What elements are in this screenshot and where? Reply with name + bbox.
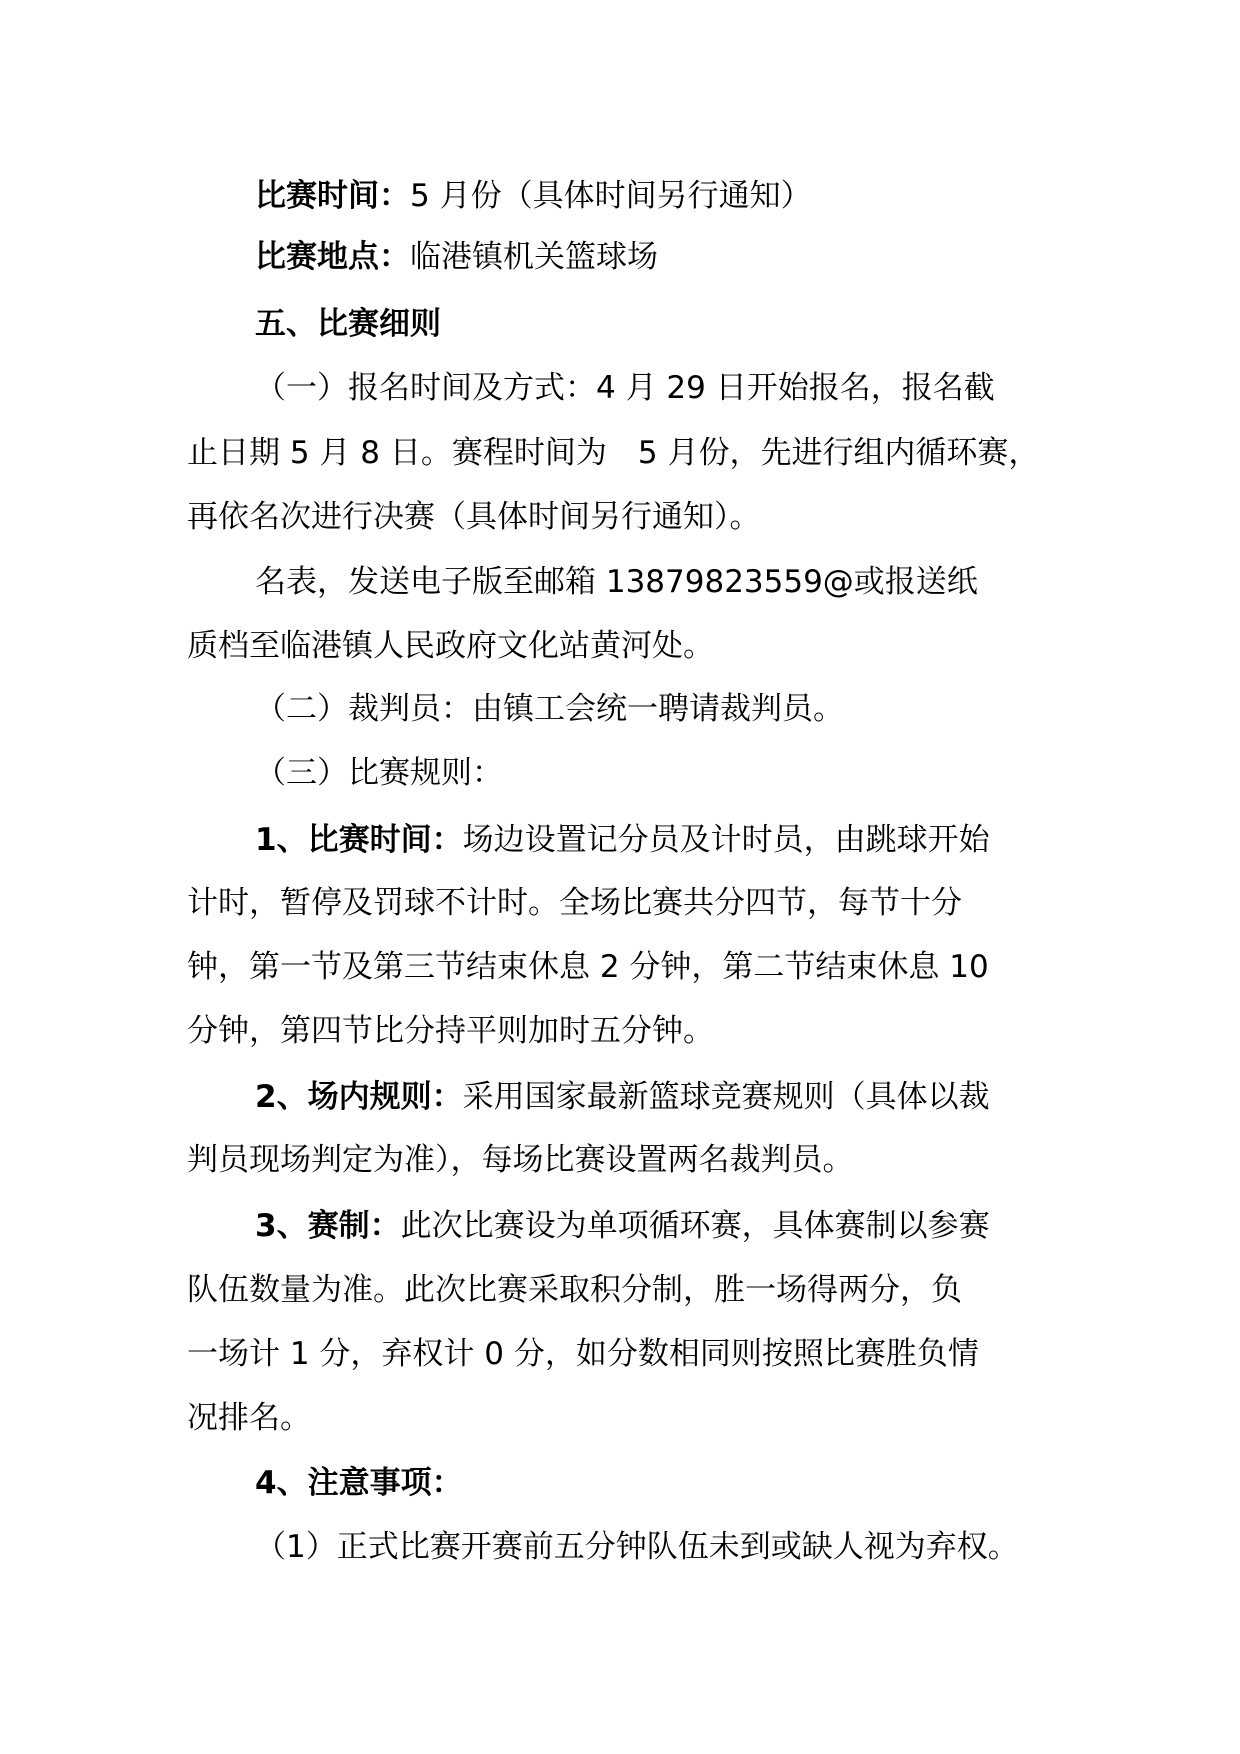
match-venue-line <box>255 237 1155 277</box>
match-time-label: 比赛时间： <box>255 178 410 214</box>
rule-3-line-3 <box>187 1334 1087 1374</box>
paragraph-text: 此次比赛设为单项循环赛，具体赛制以参赛 <box>400 1208 990 1244</box>
paragraph-text: 判员现场判定为准），每场比赛设置两名裁判员。 <box>187 1142 854 1178</box>
rule-3-label: 3、赛制： <box>255 1208 401 1244</box>
paragraph-referee <box>255 689 1155 729</box>
paragraph-text: 名表，发送电子版至邮箱 13879823559@或报送纸 <box>255 564 978 600</box>
rule-4-heading <box>255 1463 1155 1503</box>
paragraph-text: 质档至临港镇人民政府文化站黄河处。 <box>187 628 714 664</box>
rule-4-label: 4、注意事项： <box>255 1465 463 1501</box>
match-venue-label: 比赛地点： <box>255 239 410 275</box>
paragraph-text: （二）裁判员：由镇工会统一聘请裁判员。 <box>255 691 844 727</box>
paragraph-text: 一场计 1 分，弃权计 0 分，如分数相同则按照比赛胜负情 <box>187 1336 979 1372</box>
match-venue-value: 临港镇机关篮球场 <box>410 239 658 275</box>
paragraph-text: （1）正式比赛开赛前五分钟队伍未到或缺人视为弃权。 <box>255 1529 1019 1565</box>
paragraph-text: 钟，第一节及第三节结束休息 2 分钟，第二节结束休息 10 <box>187 949 989 985</box>
rule-3-line-2 <box>187 1270 1087 1310</box>
paragraph-registration-line-3 <box>187 497 1087 537</box>
rule-2-label: 2、场内规则： <box>255 1079 463 1115</box>
rule-1-label: 1、比赛时间： <box>255 822 463 858</box>
paragraph-text: 场边设置记分员及计时员，由跳球开始 <box>462 822 990 858</box>
paragraph-text: 计时，暂停及罚球不计时。全场比赛共分四节，每节十分 <box>187 885 962 921</box>
paragraph-text: 分钟，第四节比分持平则加时五分钟。 <box>187 1013 714 1049</box>
paragraph-text: 况排名。 <box>187 1400 311 1436</box>
paragraph-registration-line-2 <box>187 433 1087 473</box>
paragraph-email-line-2 <box>187 626 1087 666</box>
paragraph-email-line-1 <box>255 562 1155 602</box>
paragraph-rules-heading <box>255 753 1155 793</box>
paragraph-text: 再依名次进行决赛（具体时间另行通知）。 <box>187 499 761 535</box>
match-time-value: 5 月份（具体时间另行通知） <box>410 178 812 214</box>
match-time-line <box>255 176 1155 216</box>
paragraph-text: 队伍数量为准。此次比赛采取积分制，胜一场得两分，负 <box>187 1272 962 1308</box>
paragraph-text: （三）比赛规则： <box>255 755 503 791</box>
paragraph-text: （一）报名时间及方式：4 月 29 日开始报名，报名截 <box>255 370 995 406</box>
rule-1-line-1 <box>255 820 1155 860</box>
section-heading-text: 五、比赛细则 <box>255 306 441 342</box>
rule-1-line-4 <box>187 1011 1087 1051</box>
paragraph-text: 止日期 5 月 8 日。赛程时间为 5 月份，先进行组内循环赛， <box>187 435 1040 471</box>
rule-1-line-3 <box>187 947 1087 987</box>
section-heading-rules <box>255 304 1155 344</box>
rule-1-line-2 <box>187 883 1087 923</box>
paragraph-text: 采用国家最新篮球竞赛规则（具体以裁 <box>462 1079 990 1115</box>
rule-3-line-4 <box>187 1398 1087 1438</box>
rule-3-line-1 <box>255 1206 1155 1246</box>
rule-2-line-1 <box>255 1077 1155 1117</box>
rule-2-line-2 <box>187 1140 1087 1180</box>
rule-4-item-1 <box>255 1527 1155 1567</box>
paragraph-registration-line-1 <box>255 368 1155 408</box>
